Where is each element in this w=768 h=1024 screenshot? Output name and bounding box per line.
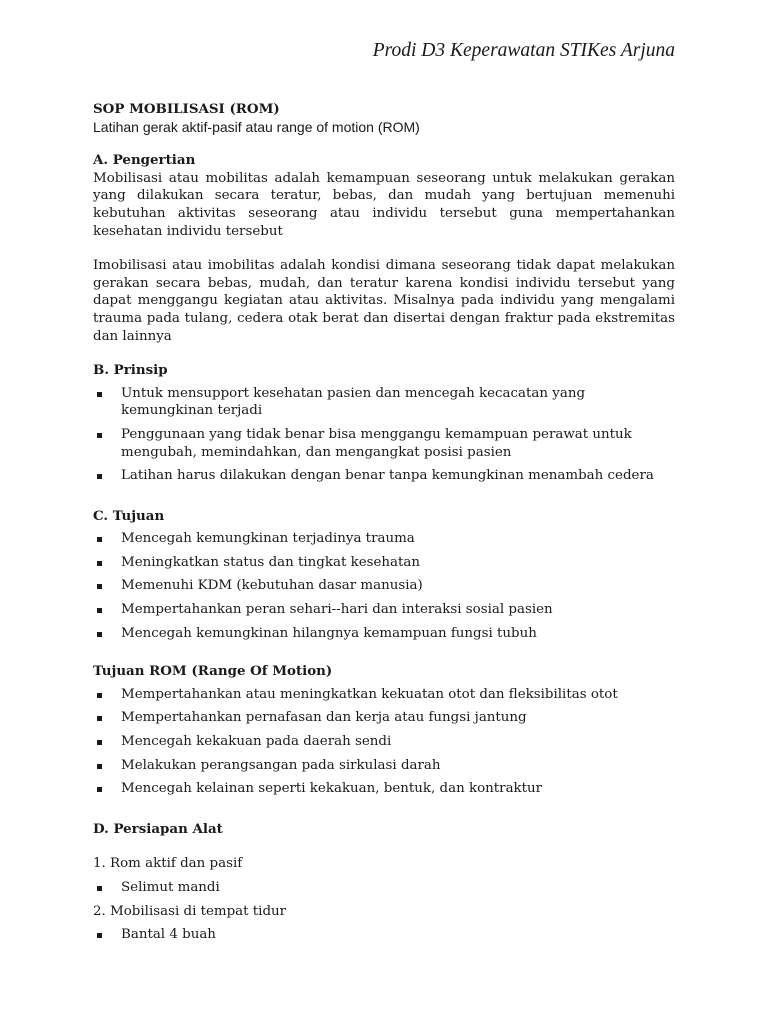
bullet-icon xyxy=(97,764,102,769)
bullet-icon xyxy=(97,693,102,698)
bullet-icon xyxy=(97,537,102,542)
bullet-icon xyxy=(97,608,102,613)
subheading-mobilisasi-tempat-tidur: 2. Mobilisasi di tempat tidur xyxy=(93,903,287,919)
list-item: Penggunaan yang tidak benar bisa menggangu kemampuan perawat untuk mengubah, memindahkan, dan mengangkat posisi pasien xyxy=(93,426,675,461)
paragraph-imobilisasi: Imobilisasi atau imobilitas adalah kondisi dimana seseorang tidak dapat melakukan gerakan secara bebas, mudah, dan teratur karena kondisi individu tersebut yang dapat menggangu kegiatan atau aktivitas. Misalnya pada individu yang mengalami trauma pada tulang, cedera otak berat dan disertai dengan fraktur pada ekstremitas dan lainnya xyxy=(93,258,675,344)
subheading-rom-aktif-pasif: 1. Rom aktif dan pasif xyxy=(93,856,243,872)
list-item: Selimut mandi xyxy=(93,879,675,897)
list-alat-rom xyxy=(93,879,675,897)
list-item: Mencegah kemungkinan terjadinya trauma xyxy=(93,530,675,548)
bullet-icon xyxy=(97,561,102,566)
section-heading-prinsip: B. Prinsip xyxy=(93,362,168,379)
section-heading-persiapan-alat: D. Persiapan Alat xyxy=(93,820,223,837)
list-item: Untuk mensupport kesehatan pasien dan mencegah kecacatan yang kemungkinan terjadi xyxy=(93,385,675,420)
list-item: Memenuhi KDM (kebutuhan dasar manusia) xyxy=(93,577,675,595)
list-item: Mempertahankan peran sehari--hari dan interaksi sosial pasien xyxy=(93,601,675,619)
list-alat-mobilisasi xyxy=(93,926,675,944)
list-tujuan-rom xyxy=(93,686,675,798)
paragraph-mobilisasi: Mobilisasi atau mobilitas adalah kemampuan seseorang untuk melakukan gerakan yang dilakukan secara teratur, bebas, dan mudah yang bertujuan memenuhi kebutuhan aktivitas seseorang atau individu tersebut guna mempertahankan kesehatan individu tersebut xyxy=(93,170,675,239)
bullet-icon xyxy=(97,433,102,438)
list-item: Mencegah kemungkinan hilangnya kemampuan fungsi tubuh xyxy=(93,625,675,643)
section-heading-pengertian: A. Pengertian xyxy=(93,152,196,169)
bullet-icon xyxy=(97,886,102,891)
bullet-icon xyxy=(97,584,102,589)
section-heading-tujuan: C. Tujuan xyxy=(93,507,165,524)
bullet-icon xyxy=(97,787,102,792)
document-title: SOP MOBILISASI (ROM) xyxy=(93,101,280,117)
list-prinsip xyxy=(93,385,675,485)
list-item: Melakukan perangsangan pada sirkulasi darah xyxy=(93,757,675,775)
list-item: Mempertahankan pernafasan dan kerja atau fungsi jantung xyxy=(93,709,675,727)
document-body xyxy=(93,101,675,944)
list-item: Latihan harus dilakukan dengan benar tanpa kemungkinan menambah cedera xyxy=(93,467,675,485)
bullet-icon xyxy=(97,740,102,745)
list-item: Mencegah kekakuan pada daerah sendi xyxy=(93,733,675,751)
bullet-icon xyxy=(97,716,102,721)
document-header: Prodi D3 Keperawatan STIKes Arjuna xyxy=(372,40,675,61)
bullet-icon xyxy=(97,632,102,637)
list-item: Meningkatkan status dan tingkat kesehatan xyxy=(93,554,675,572)
list-item: Mencegah kelainan seperti kekakuan, bentuk, dan kontraktur xyxy=(93,780,675,798)
list-tujuan xyxy=(93,530,675,642)
list-item: Mempertahankan atau meningkatkan kekuatan otot dan fleksibilitas otot xyxy=(93,686,675,704)
bullet-icon xyxy=(97,933,102,938)
section-heading-tujuan-rom: Tujuan ROM (Range Of Motion) xyxy=(93,663,333,680)
list-item: Bantal 4 buah xyxy=(93,926,675,944)
bullet-icon xyxy=(97,392,102,397)
bullet-icon xyxy=(97,474,102,479)
document-subtitle: Latihan gerak aktif-pasif atau range of motion (ROM) xyxy=(93,118,420,135)
